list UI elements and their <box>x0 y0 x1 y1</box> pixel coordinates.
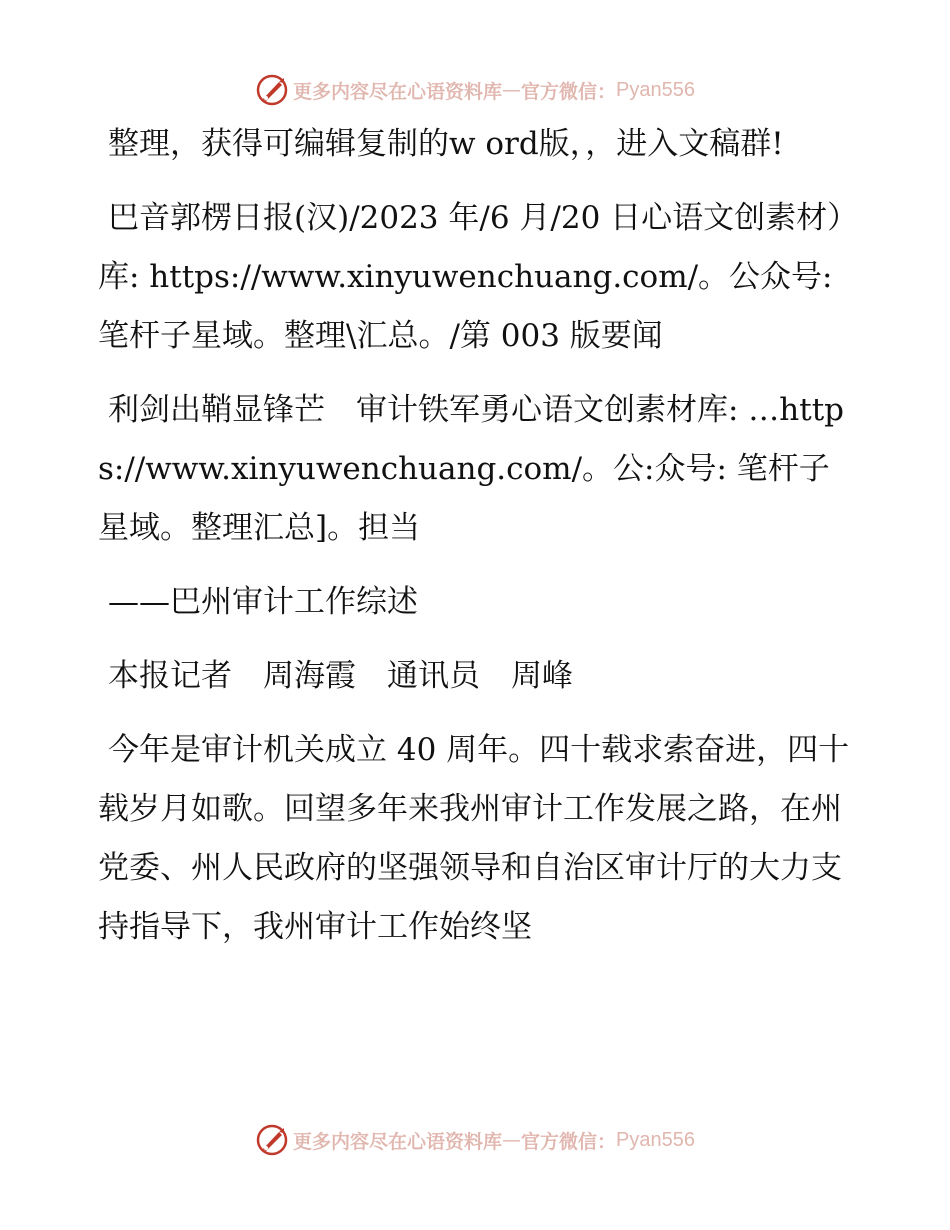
banner-separator: — <box>502 79 522 101</box>
quill-logo-icon <box>255 1123 289 1157</box>
paragraph-source: 巴音郭楞日报(汉)/2023 年/6 月/20 日心语文创素材）库: https://www.xinyuwenchuang.com/。公众号: 笔杆子星域。整理\汇总。/第 003 版要闻 <box>98 200 843 354</box>
banner-contact-handle: Pyan556 <box>616 78 695 101</box>
footer-separator: — <box>502 1129 522 1151</box>
paragraph-byline: 本报记者 周海霞 通讯员 周峰 <box>108 658 573 694</box>
quill-logo-icon <box>255 73 289 107</box>
footer-contact-label: 官方微信： <box>521 1130 617 1153</box>
footer-contact-handle: Pyan556 <box>616 1128 695 1151</box>
paragraph-main: 今年是审计机关成立 40 周年。四十载求索奋进，四十载岁月如歌。回望多年来我州审计工作发展之路，在州党委、州人民政府的坚强领导和自治区审计厅的大力支持指导下，我州审计工作始终坚 <box>98 732 850 945</box>
footer-banner <box>0 1120 950 1160</box>
banner-site-text: 更多内容尽在心语资料库 <box>293 80 503 103</box>
paragraph-headline: 利剑出鞘显锋芒 审计铁军勇心语文创素材库: …https://www.xinyuwenchuang.com/。公:众号: 笔杆子星域。整理汇总]。担当 <box>98 392 845 546</box>
banner-contact-label: 官方微信： <box>521 80 617 103</box>
document-body <box>98 115 858 972</box>
footer-site-text: 更多内容尽在心语资料库 <box>293 1130 503 1153</box>
header-banner <box>0 70 950 110</box>
paragraph-subtitle: ——巴州审计工作综述 <box>108 584 418 620</box>
paragraph-intro: 整理，获得可编辑复制的w ord版，，进入文稿群! <box>108 126 784 162</box>
